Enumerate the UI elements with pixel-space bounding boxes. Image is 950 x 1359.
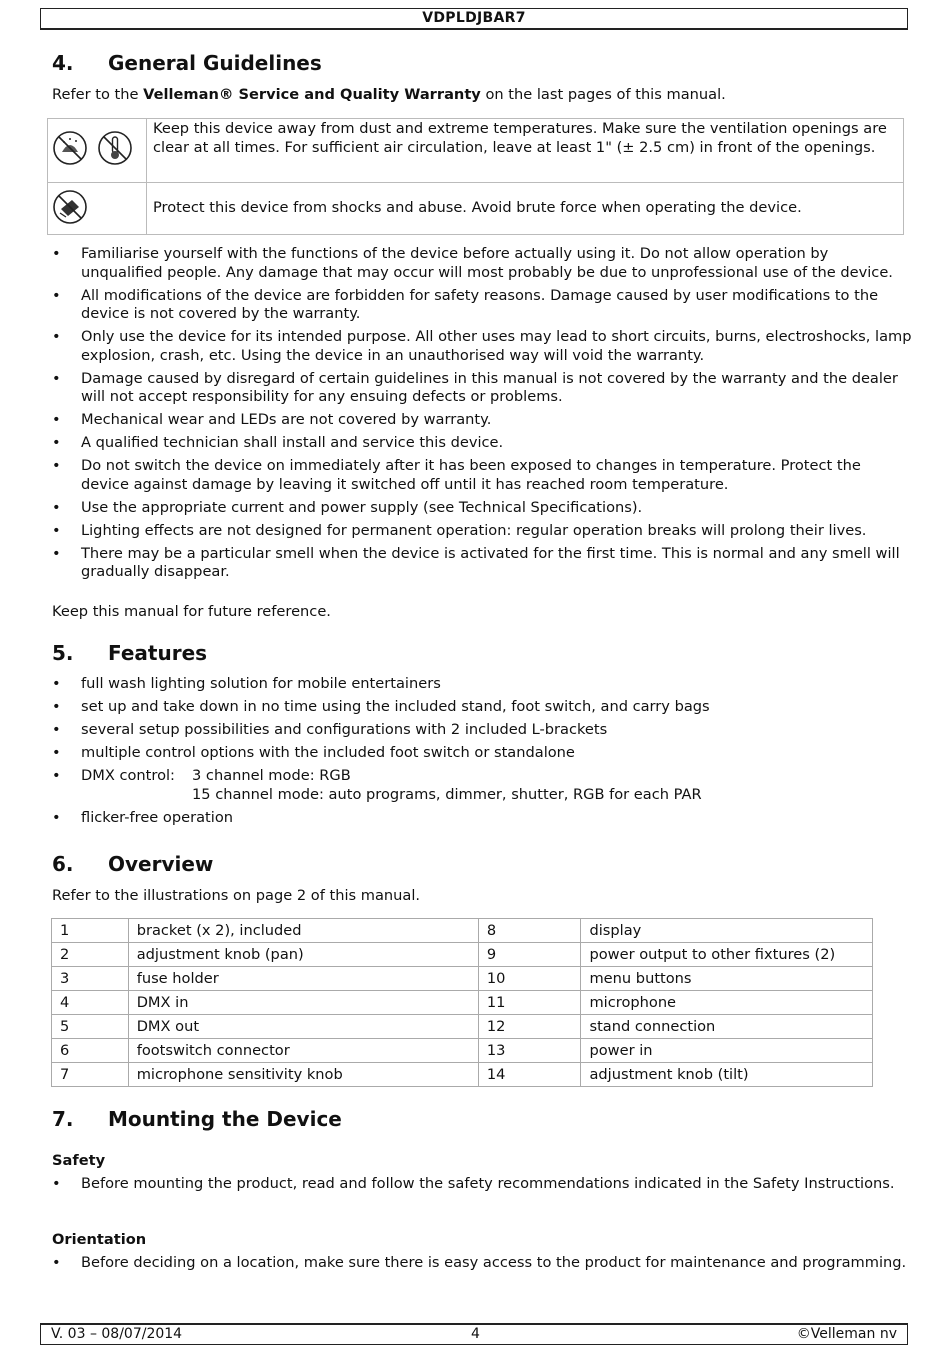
list-item: • Lighting effects are not designed for permanent operation: regular operation breaks will prolong their lives.	[52, 522, 912, 541]
guidelines-list	[52, 245, 912, 586]
version-date: V. 03 – 08/07/2014	[51, 1326, 183, 1342]
part-name-cell: adjustment knob (pan)	[128, 943, 478, 967]
part-name-cell: fuse holder	[128, 967, 478, 991]
list-item: • flicker-free operation	[52, 809, 912, 828]
list-item: • Before deciding on a location, make sure there is easy access to the product for maintenance and programming.	[52, 1254, 912, 1273]
section-title: Mounting the Device	[108, 1107, 342, 1131]
part-number-cell: 8	[478, 919, 581, 943]
part-name-cell: stand connection	[581, 1015, 873, 1039]
list-item: • A qualified technician shall install and service this device.	[52, 434, 912, 453]
table-row	[52, 919, 873, 943]
no-extreme-temperature-icon	[97, 130, 133, 166]
part-name-cell: microphone sensitivity knob	[128, 1063, 478, 1087]
section-4-intro: Refer to the Velleman® Service and Quality Warranty on the last pages of this manual.	[52, 86, 726, 103]
section-number: 5.	[52, 641, 74, 665]
part-number-cell: 9	[478, 943, 581, 967]
model-name: VDPLDJBAR7	[422, 10, 526, 26]
list-item: • several setup possibilities and configurations with 2 included L-brackets	[52, 721, 912, 740]
part-name-cell: power in	[581, 1039, 873, 1063]
list-item: • Damage caused by disregard of certain guidelines in this manual is not covered by the warranty and the dealer will not accept responsibility for any ensuing defects or problems.	[52, 370, 912, 407]
table-row	[52, 1039, 873, 1063]
list-item: • set up and take down in no time using the included stand, foot switch, and carry bags	[52, 698, 912, 717]
guideline-icon-table	[47, 118, 904, 235]
part-name-cell: microphone	[581, 991, 873, 1015]
part-number-cell: 5	[52, 1015, 129, 1039]
part-number-cell: 7	[52, 1063, 129, 1087]
table-row	[52, 991, 873, 1015]
no-shock-icon	[52, 189, 88, 225]
part-number-cell: 4	[52, 991, 129, 1015]
table-row	[52, 967, 873, 991]
list-item: • full wash lighting solution for mobile entertainers	[52, 675, 912, 694]
list-item: • Familiarise yourself with the functions of the device before actually using it. Do not allow operation by unqualified people. Any damage that may occur will most probably be due to unprofessional use of the device.	[52, 245, 912, 282]
part-name-cell: adjustment knob (tilt)	[581, 1063, 873, 1087]
closing-note: Keep this manual for future reference.	[52, 603, 331, 620]
table-row	[52, 1063, 873, 1087]
list-item: • Before mounting the product, read and follow the safety recommendations indicated in the Safety Instructions.	[52, 1175, 912, 1194]
shock-abuse-text: Protect this device from shocks and abuse. Avoid brute force when operating the device.	[147, 183, 904, 235]
part-number-cell: 10	[478, 967, 581, 991]
page-footer	[40, 1323, 908, 1345]
part-name-cell: display	[581, 919, 873, 943]
section-number: 4.	[52, 51, 74, 75]
dust-temperature-text: Keep this device away from dust and extreme temperatures. Make sure the ventilation openings are clear at all times. For sufficient air circulation, leave at least 1" (± 2.5 cm) in front of the openings.	[147, 119, 904, 183]
page-header	[40, 8, 908, 30]
part-number-cell: 12	[478, 1015, 581, 1039]
part-number-cell: 1	[52, 919, 129, 943]
section-number: 7.	[52, 1107, 74, 1131]
dmx-mode-3ch: 3 channel mode: RGB	[192, 767, 351, 784]
copyright: ©Velleman nv	[796, 1326, 897, 1342]
list-item: • multiple control options with the included foot switch or standalone	[52, 744, 912, 763]
part-name-cell: bracket (x 2), included	[128, 919, 478, 943]
orientation-list	[52, 1254, 912, 1277]
list-item-dmx	[52, 767, 912, 804]
part-number-cell: 14	[478, 1063, 581, 1087]
part-name-cell: DMX in	[128, 991, 478, 1015]
part-number-cell: 11	[478, 991, 581, 1015]
table-row	[52, 943, 873, 967]
section-title: General Guidelines	[108, 51, 322, 75]
section-7-heading	[52, 1107, 342, 1131]
overview-table	[51, 918, 873, 1087]
list-item: • All modifications of the device are forbidden for safety reasons. Damage caused by user modifications to the device is not covered by the warranty.	[52, 287, 912, 324]
dmx-label: DMX control:	[81, 767, 175, 784]
table-row	[52, 1015, 873, 1039]
part-name-cell: footswitch connector	[128, 1039, 478, 1063]
section-number: 6.	[52, 852, 74, 876]
page-number: 4	[471, 1326, 480, 1342]
list-item: • Only use the device for its intended purpose. All other uses may lead to short circuits, burns, electroshocks, lamp explosion, crash, etc. Using the device in an unauthorised way will void the warranty.	[52, 328, 912, 365]
part-name-cell: power output to other fixtures (2)	[581, 943, 873, 967]
list-item: • There may be a particular smell when the device is activated for the first time. This is normal and any smell will gradually disappear.	[52, 545, 912, 582]
list-item: • Use the appropriate current and power supply (see Technical Specifications).	[52, 499, 912, 518]
dmx-mode-15ch: 15 channel mode: auto programs, dimmer, shutter, RGB for each PAR	[192, 785, 702, 803]
safety-list	[52, 1175, 912, 1198]
section-title: Overview	[108, 852, 214, 876]
warranty-reference: Velleman® Service and Quality Warranty	[143, 86, 481, 103]
orientation-subheading: Orientation	[52, 1231, 147, 1248]
list-item: • Do not switch the device on immediately after it has been exposed to changes in temperature. Protect the device against damage by leaving it switched off until it has reached room temperature.	[52, 457, 912, 494]
section-6-heading	[52, 852, 213, 876]
part-number-cell: 2	[52, 943, 129, 967]
list-item: • Mechanical wear and LEDs are not covered by warranty.	[52, 411, 912, 430]
part-name-cell: menu buttons	[581, 967, 873, 991]
features-list	[52, 675, 912, 832]
icon-cell	[48, 119, 147, 183]
section-title: Features	[108, 641, 208, 665]
part-number-cell: 6	[52, 1039, 129, 1063]
part-number-cell: 13	[478, 1039, 581, 1063]
section-5-heading	[52, 641, 207, 665]
section-4-heading	[52, 51, 322, 75]
part-number-cell: 3	[52, 967, 129, 991]
part-name-cell: DMX out	[128, 1015, 478, 1039]
no-dust-icon	[52, 130, 88, 166]
icon-cell	[48, 183, 147, 235]
overview-intro: Refer to the illustrations on page 2 of this manual.	[52, 887, 421, 904]
safety-subheading: Safety	[52, 1152, 106, 1169]
